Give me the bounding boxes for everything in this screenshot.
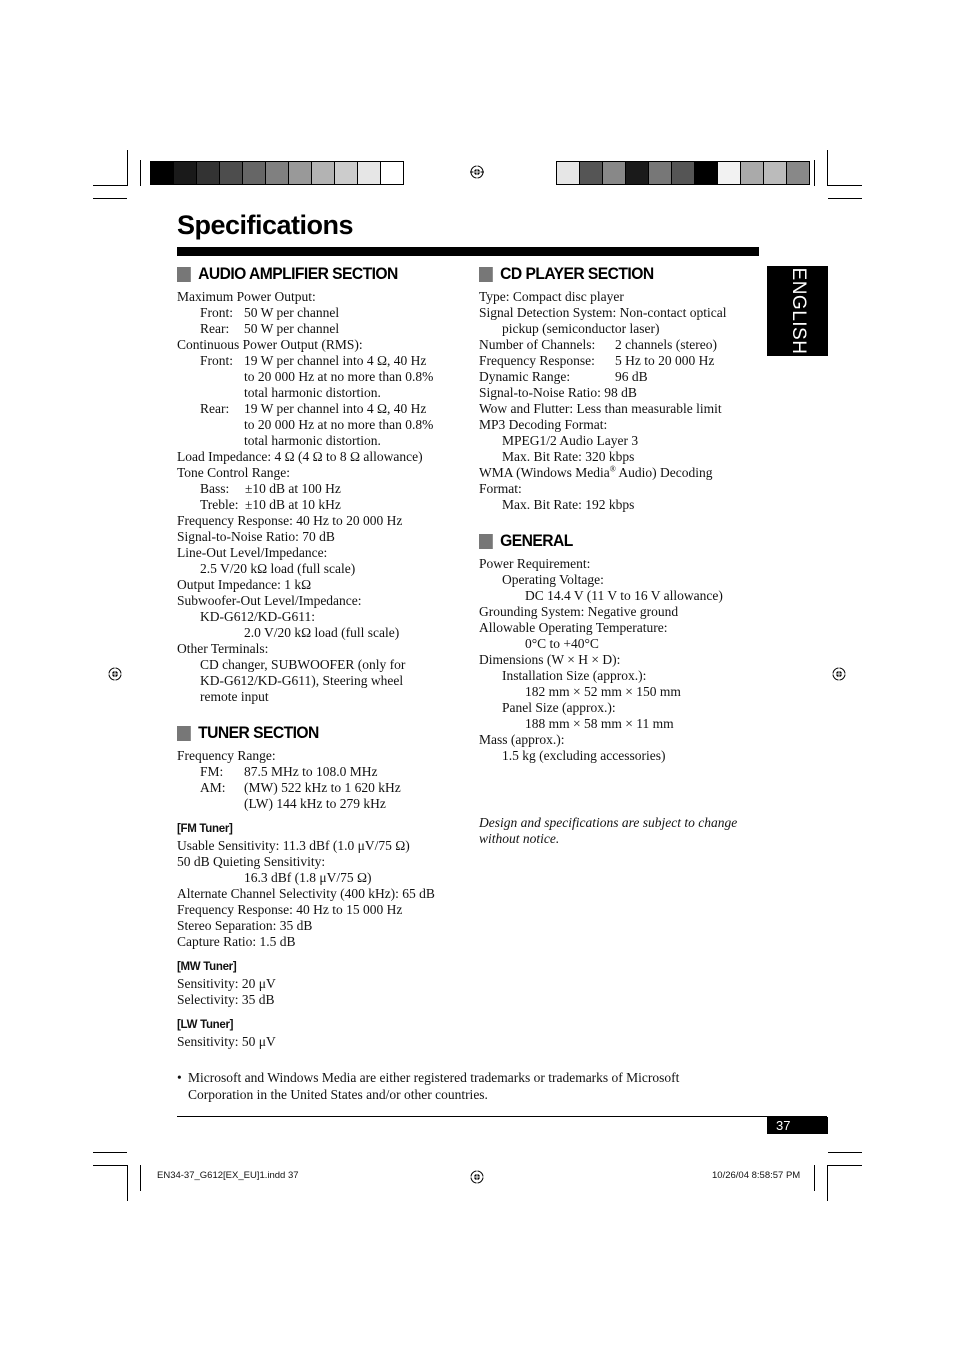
spec-line: Rear: 50 W per channel <box>200 321 340 336</box>
spec-line: Frequency Response: 40 Hz to 15 000 Hz <box>177 902 403 917</box>
footnote-line: Microsoft and Windows Media are either registered trademarks or trademarks of Microsoft <box>188 1070 680 1085</box>
crop-mark <box>127 1165 128 1201</box>
color-swatch <box>151 162 174 184</box>
crop-mark <box>93 1165 127 1166</box>
section-heading-tuner: TUNER SECTION <box>177 723 444 743</box>
crop-mark <box>140 160 141 186</box>
footnote-line: Corporation in the United States and/or other countries. <box>188 1087 488 1102</box>
crop-mark <box>140 1165 141 1191</box>
color-swatch <box>197 162 220 184</box>
spec-line: KD-G612/KD-G611), Steering wheel <box>200 673 404 688</box>
crop-mark <box>93 185 127 186</box>
square-bullet-icon <box>177 726 191 741</box>
trademark-footnote <box>177 1069 747 1103</box>
color-swatch <box>312 162 335 184</box>
spec-line: Dynamic Range: 96 dB <box>479 369 648 384</box>
spec-line: DC 14.4 V (11 V to 16 V allowance) <box>525 588 723 603</box>
color-swatch <box>557 162 580 184</box>
spec-line: Tone Control Range: <box>177 465 291 480</box>
spec-line: Stereo Separation: 35 dB <box>177 918 313 933</box>
crop-mark <box>827 1165 828 1201</box>
print-timestamp: 10/26/04 8:58:57 PM <box>712 1170 801 1181</box>
spec-line: Rear: 19 W per channel into 4 Ω, 40 Hz <box>200 401 427 416</box>
spec-line: total harmonic distortion. <box>244 385 381 400</box>
registration-mark-icon <box>832 667 846 681</box>
spec-line: Alternate Channel Selectivity (400 kHz): 65 dB <box>177 886 435 901</box>
spec-line: Allowable Operating Temperature: <box>479 620 668 635</box>
spec-line: Front: 50 W per channel <box>200 305 340 320</box>
spec-line: Selectivity: 35 dB <box>177 992 275 1007</box>
spec-line: Panel Size (approx.): <box>502 700 616 715</box>
crop-mark <box>814 1165 815 1191</box>
colorbar-right <box>556 161 810 185</box>
title-rule <box>177 247 759 256</box>
spec-line: 188 mm × 58 mm × 11 mm <box>525 716 674 731</box>
crop-mark <box>93 1152 127 1153</box>
spec-line: remote input <box>200 689 269 704</box>
spec-line: Wow and Flutter: Less than measurable limit <box>479 401 722 416</box>
spec-line: 2.0 V/20 kΩ load (full scale) <box>244 625 400 640</box>
spec-line: Installation Size (approx.): <box>502 668 647 683</box>
square-bullet-icon <box>479 534 493 549</box>
spec-line: (LW) 144 kHz to 279 kHz <box>244 796 386 811</box>
color-swatch <box>266 162 289 184</box>
disclaimer-note: Design and specifications are subject to change without notice. <box>479 815 738 846</box>
spec-line: total harmonic distortion. <box>244 433 381 448</box>
spec-line: Type: Compact disc player <box>479 289 624 304</box>
color-swatch <box>243 162 266 184</box>
spec-line: Bass: ±10 dB at 100 Hz <box>200 481 341 496</box>
spec-line: Signal Detection System: Non-contact optical <box>479 305 727 320</box>
color-swatch <box>695 162 718 184</box>
spec-line: Signal-to-Noise Ratio: 70 dB <box>177 529 335 544</box>
spec-line: pickup (semiconductor laser) <box>502 321 660 336</box>
colorbar-left <box>150 161 404 185</box>
spec-line: MPEG1/2 Audio Layer 3 <box>502 433 639 448</box>
registration-mark-icon <box>108 667 122 681</box>
crop-mark <box>828 1165 862 1166</box>
spec-line: to 20 000 Hz at no more than 0.8% <box>244 417 434 432</box>
crop-mark <box>828 1152 862 1153</box>
spec-line: Load Impedance: 4 Ω (4 Ω to 8 Ω allowance) <box>177 449 423 464</box>
color-swatch <box>335 162 358 184</box>
spec-line: FM: 87.5 MHz to 108.0 MHz <box>200 764 378 779</box>
spec-line: 1.5 kg (excluding accessories) <box>502 748 666 763</box>
crop-mark <box>828 198 862 199</box>
page-number: 37 <box>776 1118 791 1133</box>
spec-line: KD-G612/KD-G611: <box>200 609 315 624</box>
color-swatch <box>381 162 403 184</box>
spec-line: Format: <box>479 481 522 496</box>
spec-line: WMA (Windows Media® Audio) Decoding <box>479 464 713 480</box>
color-swatch <box>626 162 649 184</box>
spec-line: Usable Sensitivity: 11.3 dBf (1.0 μV/75 Ω) <box>177 838 410 853</box>
spec-line: Max. Bit Rate: 320 kbps <box>502 449 635 464</box>
color-swatch <box>718 162 741 184</box>
spec-line: Operating Voltage: <box>502 572 604 587</box>
spec-line: Dimensions (W × H × D): <box>479 652 621 667</box>
crop-mark <box>827 150 828 186</box>
crop-mark <box>828 185 862 186</box>
spec-line: AM: (MW) 522 kHz to 1 620 kHz <box>200 780 401 795</box>
color-swatch <box>787 162 809 184</box>
spec-line: Sensitivity: 50 μV <box>177 1034 276 1049</box>
right-column <box>479 264 764 847</box>
subheading-fm-tuner: [FM Tuner] <box>177 823 233 835</box>
spec-line: Other Terminals: <box>177 641 269 656</box>
bottom-rule <box>177 1116 827 1117</box>
color-swatch <box>220 162 243 184</box>
subheading-lw-tuner: [LW Tuner] <box>177 1019 234 1031</box>
section-heading-general: GENERAL <box>479 531 741 551</box>
spec-line: Treble: ±10 dB at 10 kHz <box>200 497 341 512</box>
spec-line: 16.3 dBf (1.8 μV/75 Ω) <box>244 870 372 885</box>
page-number-tab <box>767 1117 828 1134</box>
spec-line: Continuous Power Output (RMS): <box>177 337 363 352</box>
spec-line: Sensitivity: 20 μV <box>177 976 276 991</box>
color-swatch <box>649 162 672 184</box>
spec-line: Number of Channels: 2 channels (stereo) <box>479 337 717 352</box>
color-swatch <box>289 162 312 184</box>
bullet: • <box>177 1070 182 1085</box>
spec-line: Subwoofer-Out Level/Impedance: <box>177 593 362 608</box>
square-bullet-icon <box>479 267 493 282</box>
registration-mark-icon <box>470 165 484 179</box>
square-bullet-icon <box>177 267 191 282</box>
color-swatch <box>603 162 626 184</box>
color-swatch <box>672 162 695 184</box>
spec-line: Max. Bit Rate: 192 kbps <box>502 497 635 512</box>
spec-line: 182 mm × 52 mm × 150 mm <box>525 684 681 699</box>
registration-mark-icon <box>470 1170 484 1184</box>
color-swatch <box>741 162 764 184</box>
spec-line: Line-Out Level/Impedance: <box>177 545 328 560</box>
spec-line: Capture Ratio: 1.5 dB <box>177 934 296 949</box>
spec-line: 50 dB Quieting Sensitivity: <box>177 854 326 869</box>
crop-mark <box>93 198 127 199</box>
spec-line: Frequency Range: <box>177 748 276 763</box>
file-slug: EN34-37_G612[EX_EU]1.indd 37 <box>157 1170 299 1181</box>
spec-line: Frequency Response: 40 Hz to 20 000 Hz <box>177 513 403 528</box>
spec-line: Output Impedance: 1 kΩ <box>177 577 312 592</box>
spec-line: Mass (approx.): <box>479 732 565 747</box>
spec-line: CD changer, SUBWOOFER (only for <box>200 657 406 672</box>
subheading-mw-tuner: [MW Tuner] <box>177 961 237 973</box>
spec-line: Grounding System: Negative ground <box>479 604 679 619</box>
spec-line: 0°C to +40°C <box>525 636 599 651</box>
section-heading-audio: AUDIO AMPLIFIER SECTION <box>177 264 444 284</box>
spec-line: Frequency Response: 5 Hz to 20 000 Hz <box>479 353 715 368</box>
spec-line: Power Requirement: <box>479 556 591 571</box>
spec-line: to 20 000 Hz at no more than 0.8% <box>244 369 434 384</box>
crop-mark <box>127 150 128 186</box>
spec-line: Signal-to-Noise Ratio: 98 dB <box>479 385 637 400</box>
left-column <box>177 264 467 1050</box>
crop-mark <box>814 160 815 186</box>
color-swatch <box>174 162 197 184</box>
color-swatch <box>580 162 603 184</box>
language-tab <box>767 266 828 356</box>
spec-line: Front: 19 W per channel into 4 Ω, 40 Hz <box>200 353 427 368</box>
color-swatch <box>358 162 381 184</box>
language-tab-label: ENGLISH <box>787 267 809 355</box>
section-heading-cd: CD PLAYER SECTION <box>479 264 741 284</box>
spec-line: MP3 Decoding Format: <box>479 417 608 432</box>
page-title: Specifications <box>177 210 354 240</box>
spec-line: 2.5 V/20 kΩ load (full scale) <box>200 561 356 576</box>
spec-line: Maximum Power Output: <box>177 289 316 304</box>
color-swatch <box>764 162 787 184</box>
